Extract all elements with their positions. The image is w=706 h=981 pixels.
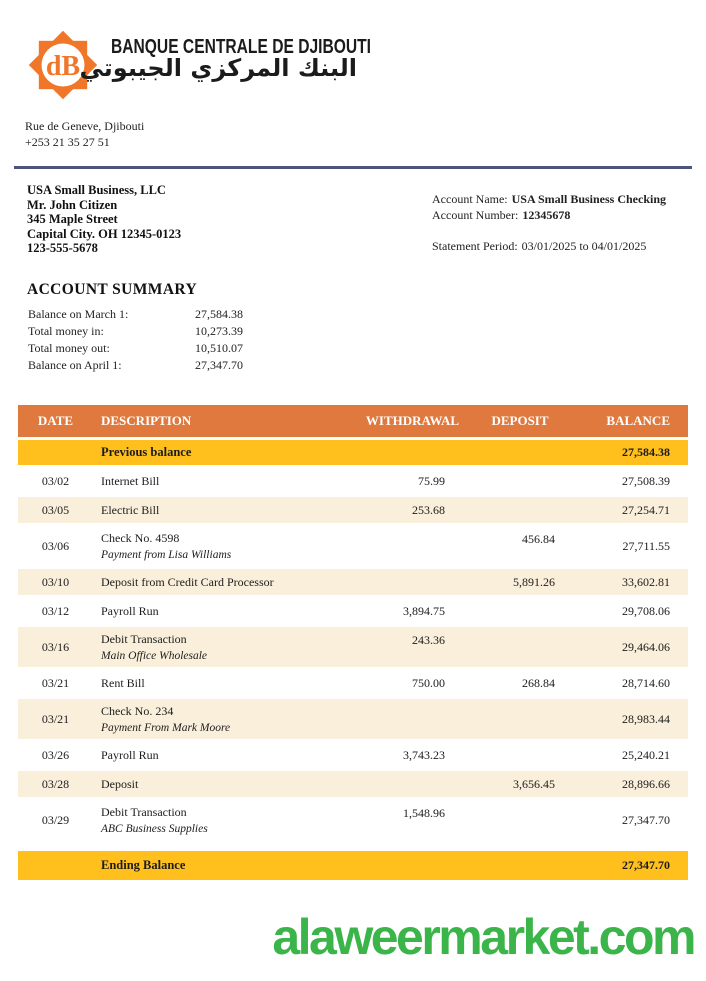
transaction-description: Deposit bbox=[101, 776, 139, 791]
cell-deposit bbox=[465, 800, 575, 840]
summary-label: Total money in: bbox=[28, 324, 104, 338]
cell-deposit bbox=[465, 851, 575, 880]
previous-balance-row bbox=[18, 440, 688, 465]
transaction-description: Deposit from Credit Card Processor bbox=[101, 574, 274, 589]
cell-date: 03/05 bbox=[18, 497, 93, 523]
transaction-row bbox=[18, 699, 688, 739]
transaction-note: Payment from Lisa Williams bbox=[101, 549, 232, 561]
transaction-note: Payment From Mark Moore bbox=[101, 722, 231, 734]
cell-date: 03/21 bbox=[41, 675, 70, 690]
cell-withdrawal bbox=[360, 440, 465, 465]
column-header-deposit: DEPOSIT bbox=[465, 405, 575, 437]
transaction-row bbox=[18, 742, 688, 768]
column-header-date: DATE bbox=[18, 405, 93, 437]
cell-date bbox=[18, 851, 93, 880]
cell-balance: 28,896.66 bbox=[575, 771, 688, 797]
cell-withdrawal: 1,548.96 bbox=[403, 806, 445, 820]
transaction-description: Electric Bill bbox=[101, 502, 160, 517]
column-header-balance: BALANCE bbox=[575, 405, 688, 437]
summary-value: 10,510.07 bbox=[195, 341, 243, 355]
column-header-withdrawal: WITHDRAWAL bbox=[360, 405, 465, 437]
customer-address-line: 123-555-5678 bbox=[27, 241, 98, 256]
cell-balance: 25,240.21 bbox=[622, 747, 670, 762]
bank-address-line: Rue de Geneve, Djibouti bbox=[25, 119, 145, 133]
cell-balance: 29,708.06 bbox=[622, 603, 670, 618]
cell-description bbox=[93, 699, 360, 739]
transaction-row bbox=[18, 627, 688, 667]
transaction-description: Payroll Run bbox=[101, 603, 159, 618]
transaction-description: Payroll Run bbox=[101, 747, 159, 762]
cell-description bbox=[93, 771, 360, 797]
cell-date: 03/16 bbox=[18, 627, 93, 667]
summary-label: Balance on March 1: bbox=[28, 307, 129, 321]
cell-balance: 27,347.70 bbox=[622, 812, 670, 827]
cell-deposit: 5,891.26 bbox=[465, 569, 575, 595]
account-summary-table bbox=[28, 306, 243, 374]
table-spacer-row bbox=[18, 843, 688, 848]
header-divider-line bbox=[14, 166, 692, 169]
cell-date: 03/10 bbox=[18, 569, 93, 595]
bank-name-arabic: البنك المركزي الجيبوتي bbox=[79, 54, 357, 82]
bank-phone: +253 21 35 27 51 bbox=[25, 135, 110, 149]
transactions-table bbox=[18, 402, 688, 883]
cell-date: 03/29 bbox=[41, 812, 70, 827]
cell-deposit bbox=[465, 497, 575, 523]
customer-address-line: Capital City. OH 12345-0123 bbox=[27, 226, 182, 241]
transaction-description: Internet Bill bbox=[101, 473, 160, 488]
cell-description bbox=[93, 627, 360, 667]
bank-address-block bbox=[25, 118, 144, 150]
logo-monogram: dB bbox=[45, 51, 81, 83]
transaction-row bbox=[18, 468, 688, 494]
cell-balance: 28,983.44 bbox=[575, 699, 688, 739]
cell-balance: 28,714.60 bbox=[622, 675, 670, 690]
cell-deposit: 268.84 bbox=[522, 676, 555, 690]
cell-date: 03/02 bbox=[41, 473, 70, 488]
statement-period-value: 03/01/2025 to 04/01/2025 bbox=[521, 239, 647, 253]
cell-balance: 27,508.39 bbox=[622, 473, 670, 488]
customer-address-line: 345 Maple Street bbox=[27, 212, 118, 227]
cell-deposit bbox=[465, 598, 575, 624]
cell-deposit: 456.84 bbox=[522, 532, 555, 546]
account-name-label: Account Name: bbox=[432, 192, 508, 206]
transaction-description: Rent Bill bbox=[101, 675, 145, 690]
account-number-line bbox=[432, 207, 666, 223]
customer-address-line: Mr. John Citizen bbox=[27, 197, 118, 212]
cell-withdrawal: 75.99 bbox=[418, 474, 445, 488]
table-header-row bbox=[18, 405, 688, 437]
cell-withdrawal: 750.00 bbox=[412, 676, 445, 690]
watermark-text: alaweermarket.com bbox=[272, 909, 694, 965]
cell-balance: 27,711.55 bbox=[622, 538, 670, 553]
account-number-value: 12345678 bbox=[522, 208, 571, 222]
cell-withdrawal bbox=[360, 771, 465, 797]
transaction-row bbox=[18, 771, 688, 797]
cell-balance: 33,602.81 bbox=[575, 569, 688, 595]
transaction-row bbox=[18, 800, 688, 840]
cell-date: 03/28 bbox=[18, 771, 93, 797]
cell-deposit bbox=[465, 742, 575, 768]
cell-date: 03/12 bbox=[41, 603, 70, 618]
summary-row bbox=[28, 306, 243, 323]
cell-withdrawal: 3,743.23 bbox=[403, 748, 445, 762]
cell-description bbox=[93, 468, 360, 494]
cell-deposit bbox=[465, 468, 575, 494]
bank-name-english: BANQUE CENTRALE DE DJIBOUTI bbox=[111, 36, 372, 58]
cell-deposit bbox=[465, 627, 575, 667]
ending-balance-value: 27,347.70 bbox=[575, 851, 688, 880]
cell-withdrawal: 253.68 bbox=[360, 497, 465, 523]
cell-description bbox=[93, 800, 360, 840]
cell-description bbox=[93, 526, 360, 566]
transaction-description: Debit Transaction bbox=[101, 805, 187, 819]
ending-balance-row bbox=[18, 851, 688, 880]
cell-withdrawal bbox=[360, 699, 465, 739]
cell-balance: 29,464.06 bbox=[575, 627, 688, 667]
summary-label: Total money out: bbox=[28, 341, 110, 355]
cell-date: 03/26 bbox=[41, 747, 70, 762]
cell-withdrawal bbox=[360, 526, 465, 566]
transaction-row bbox=[18, 497, 688, 523]
cell-description bbox=[93, 497, 360, 523]
account-name-value: USA Small Business Checking bbox=[511, 192, 667, 206]
cell-withdrawal bbox=[360, 569, 465, 595]
customer-address-block bbox=[27, 183, 181, 256]
cell-withdrawal: 3,894.75 bbox=[403, 604, 445, 618]
summary-row bbox=[28, 340, 243, 357]
cell-description bbox=[93, 742, 360, 768]
transaction-description: Debit Transaction bbox=[101, 632, 187, 646]
cell-date bbox=[18, 440, 93, 465]
summary-value: 27,584.38 bbox=[195, 307, 243, 321]
statement-period-line bbox=[432, 238, 666, 254]
transaction-note: Main Office Wholesale bbox=[101, 650, 208, 662]
transaction-description: Check No. 234 bbox=[101, 704, 174, 718]
statement-period-label: Statement Period: bbox=[432, 239, 518, 253]
cell-deposit bbox=[465, 440, 575, 465]
transaction-row bbox=[18, 569, 688, 595]
account-name-line bbox=[432, 191, 666, 207]
summary-value: 27,347.70 bbox=[195, 358, 243, 372]
cell-withdrawal bbox=[360, 851, 465, 880]
transaction-row bbox=[18, 526, 688, 566]
cell-date: 03/06 bbox=[41, 538, 70, 553]
cell-description bbox=[93, 670, 360, 696]
transaction-row bbox=[18, 598, 688, 624]
customer-address-line: USA Small Business, LLC bbox=[27, 183, 166, 197]
summary-row bbox=[28, 323, 243, 340]
cell-date: 03/21 bbox=[18, 699, 93, 739]
account-summary-title: ACCOUNT SUMMARY bbox=[27, 281, 198, 298]
previous-balance-value: 27,584.38 bbox=[575, 440, 688, 465]
ending-balance-label: Ending Balance bbox=[93, 851, 360, 880]
account-info-block bbox=[432, 191, 666, 254]
transaction-row bbox=[18, 670, 688, 696]
transaction-description: Check No. 4598 bbox=[101, 531, 180, 545]
summary-row bbox=[28, 357, 243, 374]
cell-deposit bbox=[465, 699, 575, 739]
column-header-description: DESCRIPTION bbox=[93, 405, 360, 437]
account-number-label: Account Number: bbox=[432, 208, 519, 222]
previous-balance-label: Previous balance bbox=[93, 440, 360, 465]
cell-balance: 27,254.71 bbox=[575, 497, 688, 523]
cell-description bbox=[93, 569, 360, 595]
cell-deposit: 3,656.45 bbox=[465, 771, 575, 797]
summary-label: Balance on April 1: bbox=[28, 358, 122, 372]
transaction-note: ABC Business Supplies bbox=[101, 823, 208, 835]
cell-description bbox=[93, 598, 360, 624]
cell-withdrawal: 243.36 bbox=[360, 627, 465, 667]
summary-value: 10,273.39 bbox=[195, 324, 243, 338]
